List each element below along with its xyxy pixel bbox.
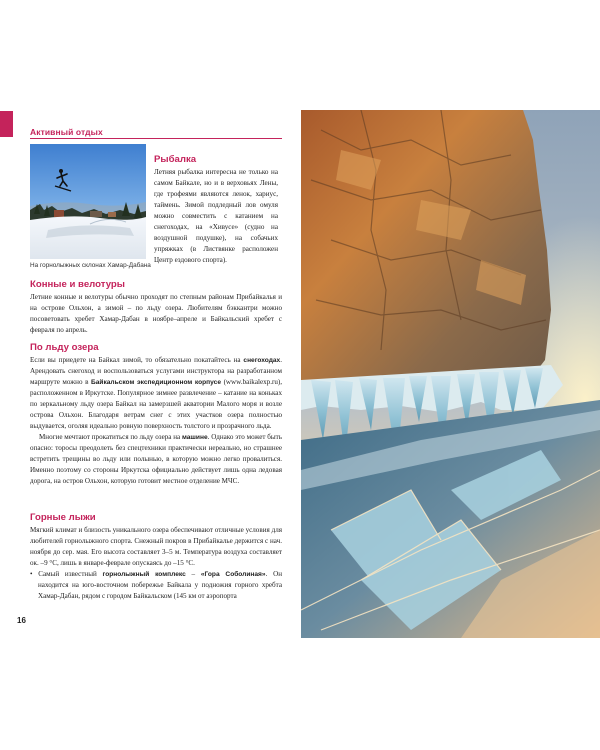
ski-text: Мягкий климат и близость уникального озера обеспечивают отличные условия для любителей горнолыжного спорта. Снежный покров в Прибайкалье держится с нач. ноября до сер. мая. Его высота составляет 3–5 м. Температура воздуха составляет ок. –9 °С, лишь в январе-феврале опускаясь до –15 °С. bbox=[30, 526, 282, 567]
bullet-text-1: Самый известный bbox=[38, 570, 103, 578]
bullet-bold-sobolinaya: «Гора Соболиная» bbox=[200, 571, 266, 578]
baikal-ice-cliff-photo bbox=[301, 110, 600, 638]
ice-text-1: Если вы приедете на Байкал зимой, то обязательно покатайтесь на bbox=[30, 356, 244, 364]
ski-bullet bbox=[30, 569, 282, 602]
section-rule bbox=[30, 138, 282, 139]
section-marker bbox=[0, 111, 13, 137]
ski-jump-photo bbox=[30, 144, 146, 259]
page-number: 16 bbox=[17, 616, 26, 625]
ice-text-4: Многие мечтают прокатиться по льду озера на bbox=[39, 433, 182, 441]
ice-bold-car: машине bbox=[181, 434, 208, 441]
ice-text-3: (www.baikalexp.ru), расположенном в Иркутске. Популярное зимнее развлечение – катание на коньках по зеркальному льду озера Байкал на замерзшей акватории Малого моря и возле острова Ольхон. Благодаря ветрам снег с этих участков озера полностью выдувается, оголяя идеально ровную поверхность толстого и прозрачного льда. bbox=[30, 378, 283, 430]
heading-fishing: Рыбалка bbox=[154, 154, 197, 165]
ice-bold-snowmobiles: снегоходах bbox=[243, 357, 281, 364]
paragraph-fishing: Летняя рыбалка интересна не только на самом Байкале, но и в верховьях Лены, где трофеями являются ленок, хариус, таймень. Зимой подледный лов омуля можно совместить с катанием на снегоходах, на «Хивусе» (судно на воздушной подушке), на собачьих упряжках (в Листвянке расположен Центр ездового спорта). bbox=[154, 168, 278, 264]
paragraph-skiing bbox=[30, 525, 282, 602]
heading-horse-tours: Конные и велотуры bbox=[30, 279, 125, 290]
bullet-text-2: – bbox=[185, 570, 201, 578]
photo-caption: На горнолыжных склонах Хамар-Дабана bbox=[30, 262, 151, 269]
bullet-marker: • bbox=[30, 570, 33, 578]
paragraph-horse-tours: Летние конные и велотуры обычно проходят по степным районам Прибайкалья и на острове Ольхон, а зимой – по льду озера. Любителям бэккантри можно посоветовать хребет Хамар-Дабан в ноябре–апреле и Байкальский хребет с февраля по апрель. bbox=[30, 293, 282, 334]
heading-ice: По льду озера bbox=[30, 342, 99, 353]
bullet-text-3: . Он находится на юго-восточном побережье Байкала у подножия горного хребта Хамар-Дабан, рядом с городом Байкальском (145 км от аэропорта bbox=[38, 570, 283, 600]
section-title: Активный отдых bbox=[30, 127, 103, 137]
paragraph-ice bbox=[30, 355, 282, 487]
heading-skiing: Горные лыжи bbox=[30, 512, 96, 523]
ice-text-5: . Однако это может быть опасно: торосы преодолеть без спецтехники практически нереально, но страшнее встретить трещины во льду или полынью, в которую можно легко провалиться. Именно поэтому со стороны Иркутска официально действует лишь одна ледовая дорога, на остров Ольхон, которую готовит местное отделение МЧС. bbox=[30, 433, 282, 485]
ice-text-2: . Арендовать снегоход и воспользоваться услугами инструктора на разработанном маршруте можно в bbox=[30, 356, 282, 386]
ice-bold-corps: Байкальском экспедиционном корпусе bbox=[90, 379, 222, 386]
bullet-bold-complex: горнолыжный комплекс bbox=[102, 571, 186, 578]
